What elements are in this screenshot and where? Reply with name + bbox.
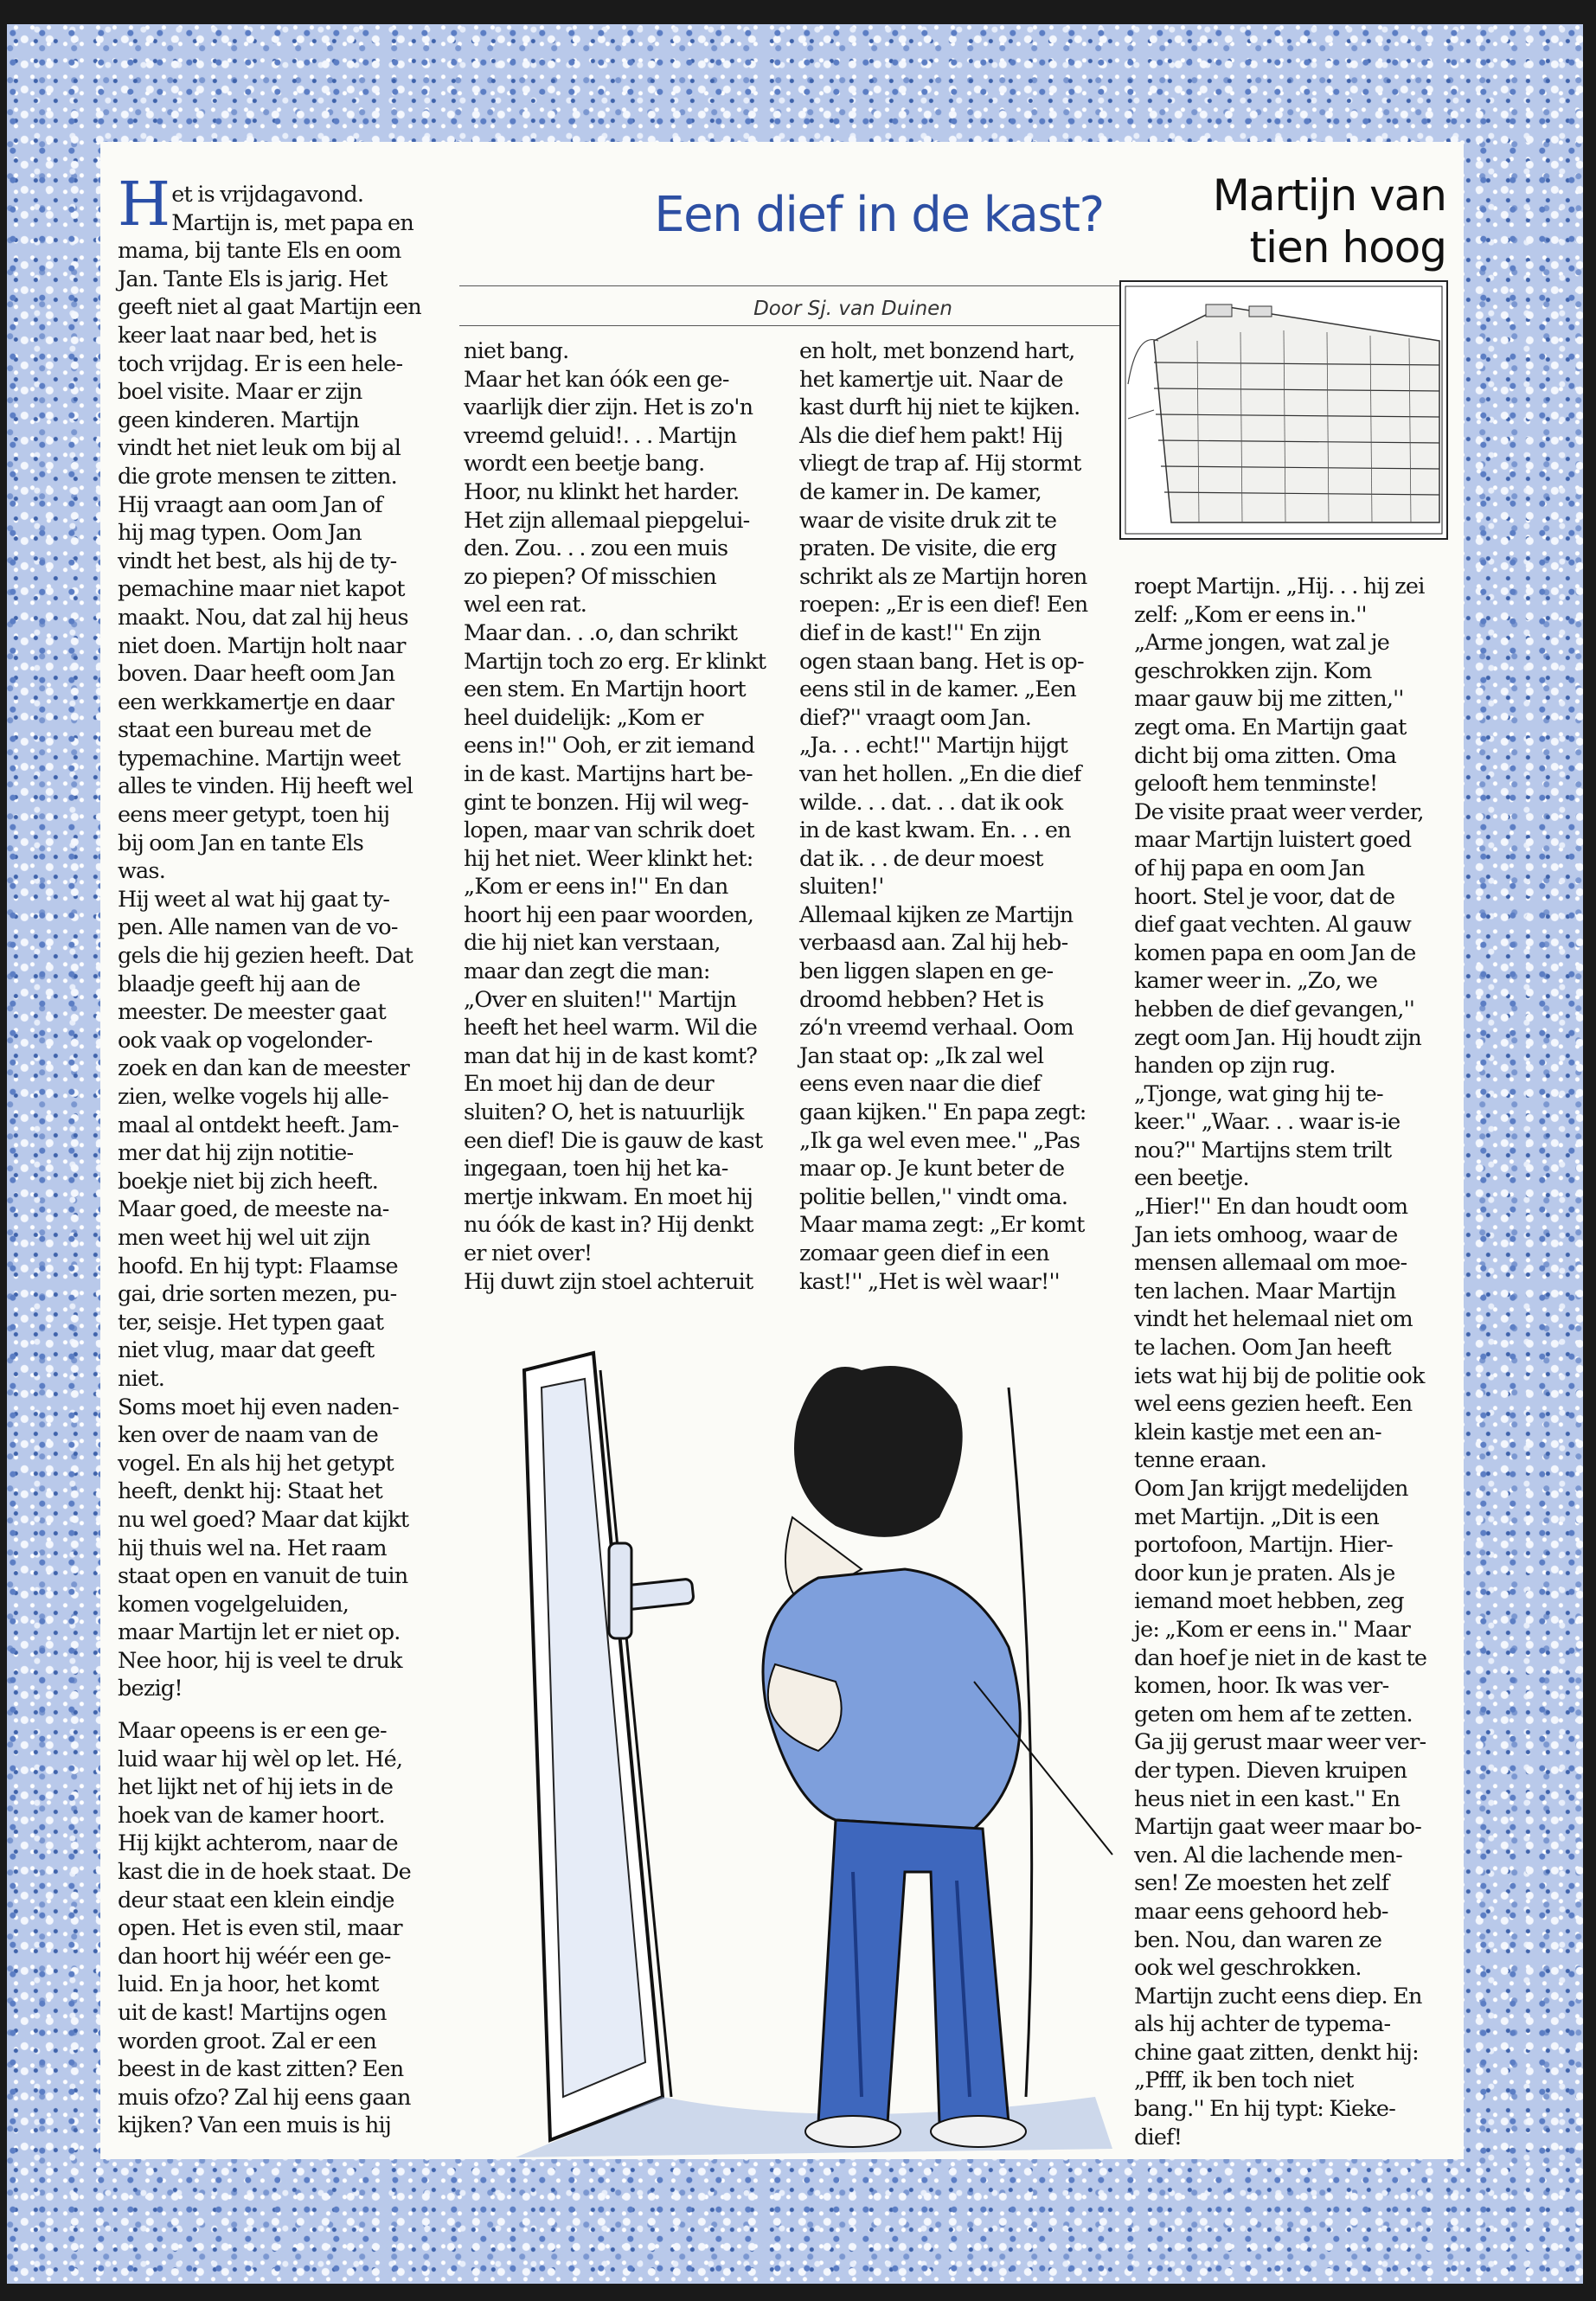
paragraph-sound: Maar opeens is er een ge- luid waar hij wèl op let. Hé, het lijkt net of hij iets in de hoek van de kamer hoort. Hij kijkt achterom, naar de kast die in de hoek staat. De deur staat een klein eindje open. Het is even stil, maar dan hoort hij wéér een ge- luid. En ja hoor, het komt uit de kast! Martijns ogen worden groot. Zal er een beest in de kast zitten? Een muis ofzo? Zal hij eens gaan kijken? Van een muis is hij <box>118 1718 411 2139</box>
floral-border-frame <box>7 24 1583 2284</box>
intro-text: et is vrijdagavond. Martijn is, met papa en mama, bij tante Els en oom Jan. Tante Els is jarig. Het geeft niet al gaat Martijn een keer laat naar bed, het is toch vrijdag. Er is een hele- boel visite. Maar er zijn geen kinderen. Martijn vindt het niet leuk om bij al die grote mensen te zitten. Hij vraagt aan oom Jan of hij mag typen. Oom Jan vindt het best, als hij de ty- pemachine maar niet kapot maakt. Nou, dat zal hij heus niet doen. Martijn holt naar boven. Daar heeft oom Jan een werkkamertje en daar staat een bureau met de typemachine. Martijn weet alles te vinden. Hij heeft wel eens meer getypt, toen hij bij oom Jan en tante Els was. Hij weet al wat hij gaat ty- pen. Alle namen van de vo- gels die hij gezien heeft. Dat blaadje geeft hij aan de meester. De meester gaat ook vaak op vogelonder- zoek en dan kan de meester zien, welke vogels hij alle- maal al ontdekt heeft. Jam- mer dat hij zijn notitie- boekje niet bij zich heeft. Maar goed, de meeste na- men weet hij wel uit zijn hoofd. En hij typt: Flaamse gai, drie sorten mezen, pu- ter, seisje. Het typen gaat niet vlug, maar dat geeft niet. Soms moet hij even naden- ken over de naam van de vogel. En als hij het getypt heeft, denkt hij: Staat het nu wel goed? Maar dat kijkt hij thuis wel na. Het raam staat open en vanuit de tuin komen vogelgeluiden, maar Martijn let er niet op. Nee hoor, hij is veel te druk bezig! <box>118 182 421 1702</box>
article-column-2 <box>464 337 792 1296</box>
apartment-building-illustration <box>1119 280 1448 540</box>
byline: Door Sj. van Duinen <box>753 298 952 320</box>
column-3-text: en holt, met bonzend hart, het kamertje uit. Naar de kast durft hij niet te kijken. Als die dief hem pakt! Hij vliegt de trap af. Hij stormt de kamer in. De kamer, waar de visite druk zit te praten. De visite, die erg schrikt als ze Martijn horen roepen: „Er is een dief! Een dief in de kast!'' En zijn ogen staan bang. Het is op- eens stil in de kamer. „Een dief?'' vraagt oom Jan. „Ja. . . echt!'' Martijn hijgt van het hollen. „En die dief wilde. . . dat. . . dat ik ook in de kast kwam. En. . . en dat ik. . . de deur moest sluiten!' Allemaal kijken ze Martijn verbaasd aan. Zal hij heb- ben liggen slapen en ge- droomd hebben? Het is zó'n vreemd verhaal. Oom Jan staat op: „Ik zal wel eens even naar die dief gaan kijken.'' En papa zegt: „Ik ga wel even mee.'' „Pas maar op. Je kunt beter de politie bellen,'' vindt oma. Maar mama zegt: „Er komt zomaar geen dief in een kast!'' „Het is wèl waar!'' <box>799 338 1088 1295</box>
series-title-line-1: Martijn van <box>1212 170 1446 221</box>
drop-cap: H <box>118 169 170 240</box>
column-4-text: roept Martijn. „Hij. . . hij zei zelf: „Kom er eens in.'' „Arme jongen, wat zal je geschrokken zijn. Kom maar gauw bij me zitten,'' zegt oma. En Martijn gaat dicht bij oma zitten. Oma gelooft hem tenminste! De visite praat weer verder, maar Martijn luistert goed of hij papa en oom Jan hoort. Stel je voor, dat de dief gaat vechten. Al gauw komen papa en oom Jan de kamer weer in. „Zo, we hebben de dief gevangen,'' zegt oom Jan. Hij houdt zijn handen op zijn rug. „Tjonge, wat ging hij te- keer.'' „Waar. . . waar is-ie nou?'' Martijns stem trilt een beetje. „Hier!'' En dan houdt oom Jan iets omhoog, waar de mensen allemaal om moe- ten lachen. Maar Martijn vindt het helemaal niet om te lachen. Oom Jan heeft iets wat hij bij de politie ook wel eens gezien heeft. Een klein kastje met een an- tenne eraan. Oom Jan krijgt medelijden met Martijn. „Dit is een portofoon, Martijn. Hier- door kun je praten. Als je iemand moet hebben, zeg je: „Kom er eens in.'' Maar dan hoef je niet in de kast te komen, hoor. Ik was ver- geten om hem af te zetten. Ga jij gerust maar weer ver- der typen. Dieven kruipen heus niet in een kast.'' En Martijn gaat weer maar bo- ven. Al die lachende men- sen! Ze moesten het zelf maar eens gehoord heb- ben. Nou, dan waren ze ook wel geschrokken. Martijn zucht eens diep. En als hij achter de typema- chine gaat zitten, denkt hij: „Pfff, ik ben toch niet bang.'' En hij typt: Kieke- dief! <box>1134 574 1427 2150</box>
series-title <box>1112 170 1446 273</box>
boy-at-cupboard-illustration <box>490 1318 1182 2166</box>
article-column-1 <box>118 169 481 2140</box>
magazine-page <box>100 142 1464 2159</box>
title-rule-bottom <box>459 325 1199 326</box>
series-title-line-2: tien hoog <box>1249 222 1446 272</box>
column-2-text: niet bang. Maar het kan óók een ge- vaarlijk dier zijn. Het is zo'n vreemd geluid!. . . Martijn wordt een beetje bang. Hoor, nu klinkt het harder. Het zijn allemaal piepgelui- den. Zou. . . zou een muis zo piepen? Of misschien wel een rat. Maar dan. . .o, dan schrikt Martijn toch zo erg. Er klinkt een stem. En Martijn hoort heel duidelijk: „Kom er eens in!'' Ooh, er zit iemand in de kast. Martijns hart be- gint te bonzen. Hij wil weg- lopen, maar van schrik doet hij het niet. Weer klinkt het: „Kom er eens in!'' En dan hoort hij een paar woorden, die hij niet kan verstaan, maar dan zegt die man: „Over en sluiten!'' Martijn heeft het heel warm. Wil die man dat hij in de kast komt? En moet hij dan de deur sluiten? O, het is natuurlijk een dief! Die is gauw de kast ingegaan, toen hij het ka- mertje inkwam. En moet hij nu óók de kast in? Hij denkt er niet over! Hij duwt zijn stoel achteruit <box>464 338 766 1295</box>
article-column-3 <box>799 337 1137 1296</box>
paragraph-intro <box>118 169 481 1703</box>
article-title: Een dief in de kast? <box>654 187 1104 243</box>
article-column-4 <box>1134 573 1456 2151</box>
title-rule-top <box>459 285 1199 286</box>
